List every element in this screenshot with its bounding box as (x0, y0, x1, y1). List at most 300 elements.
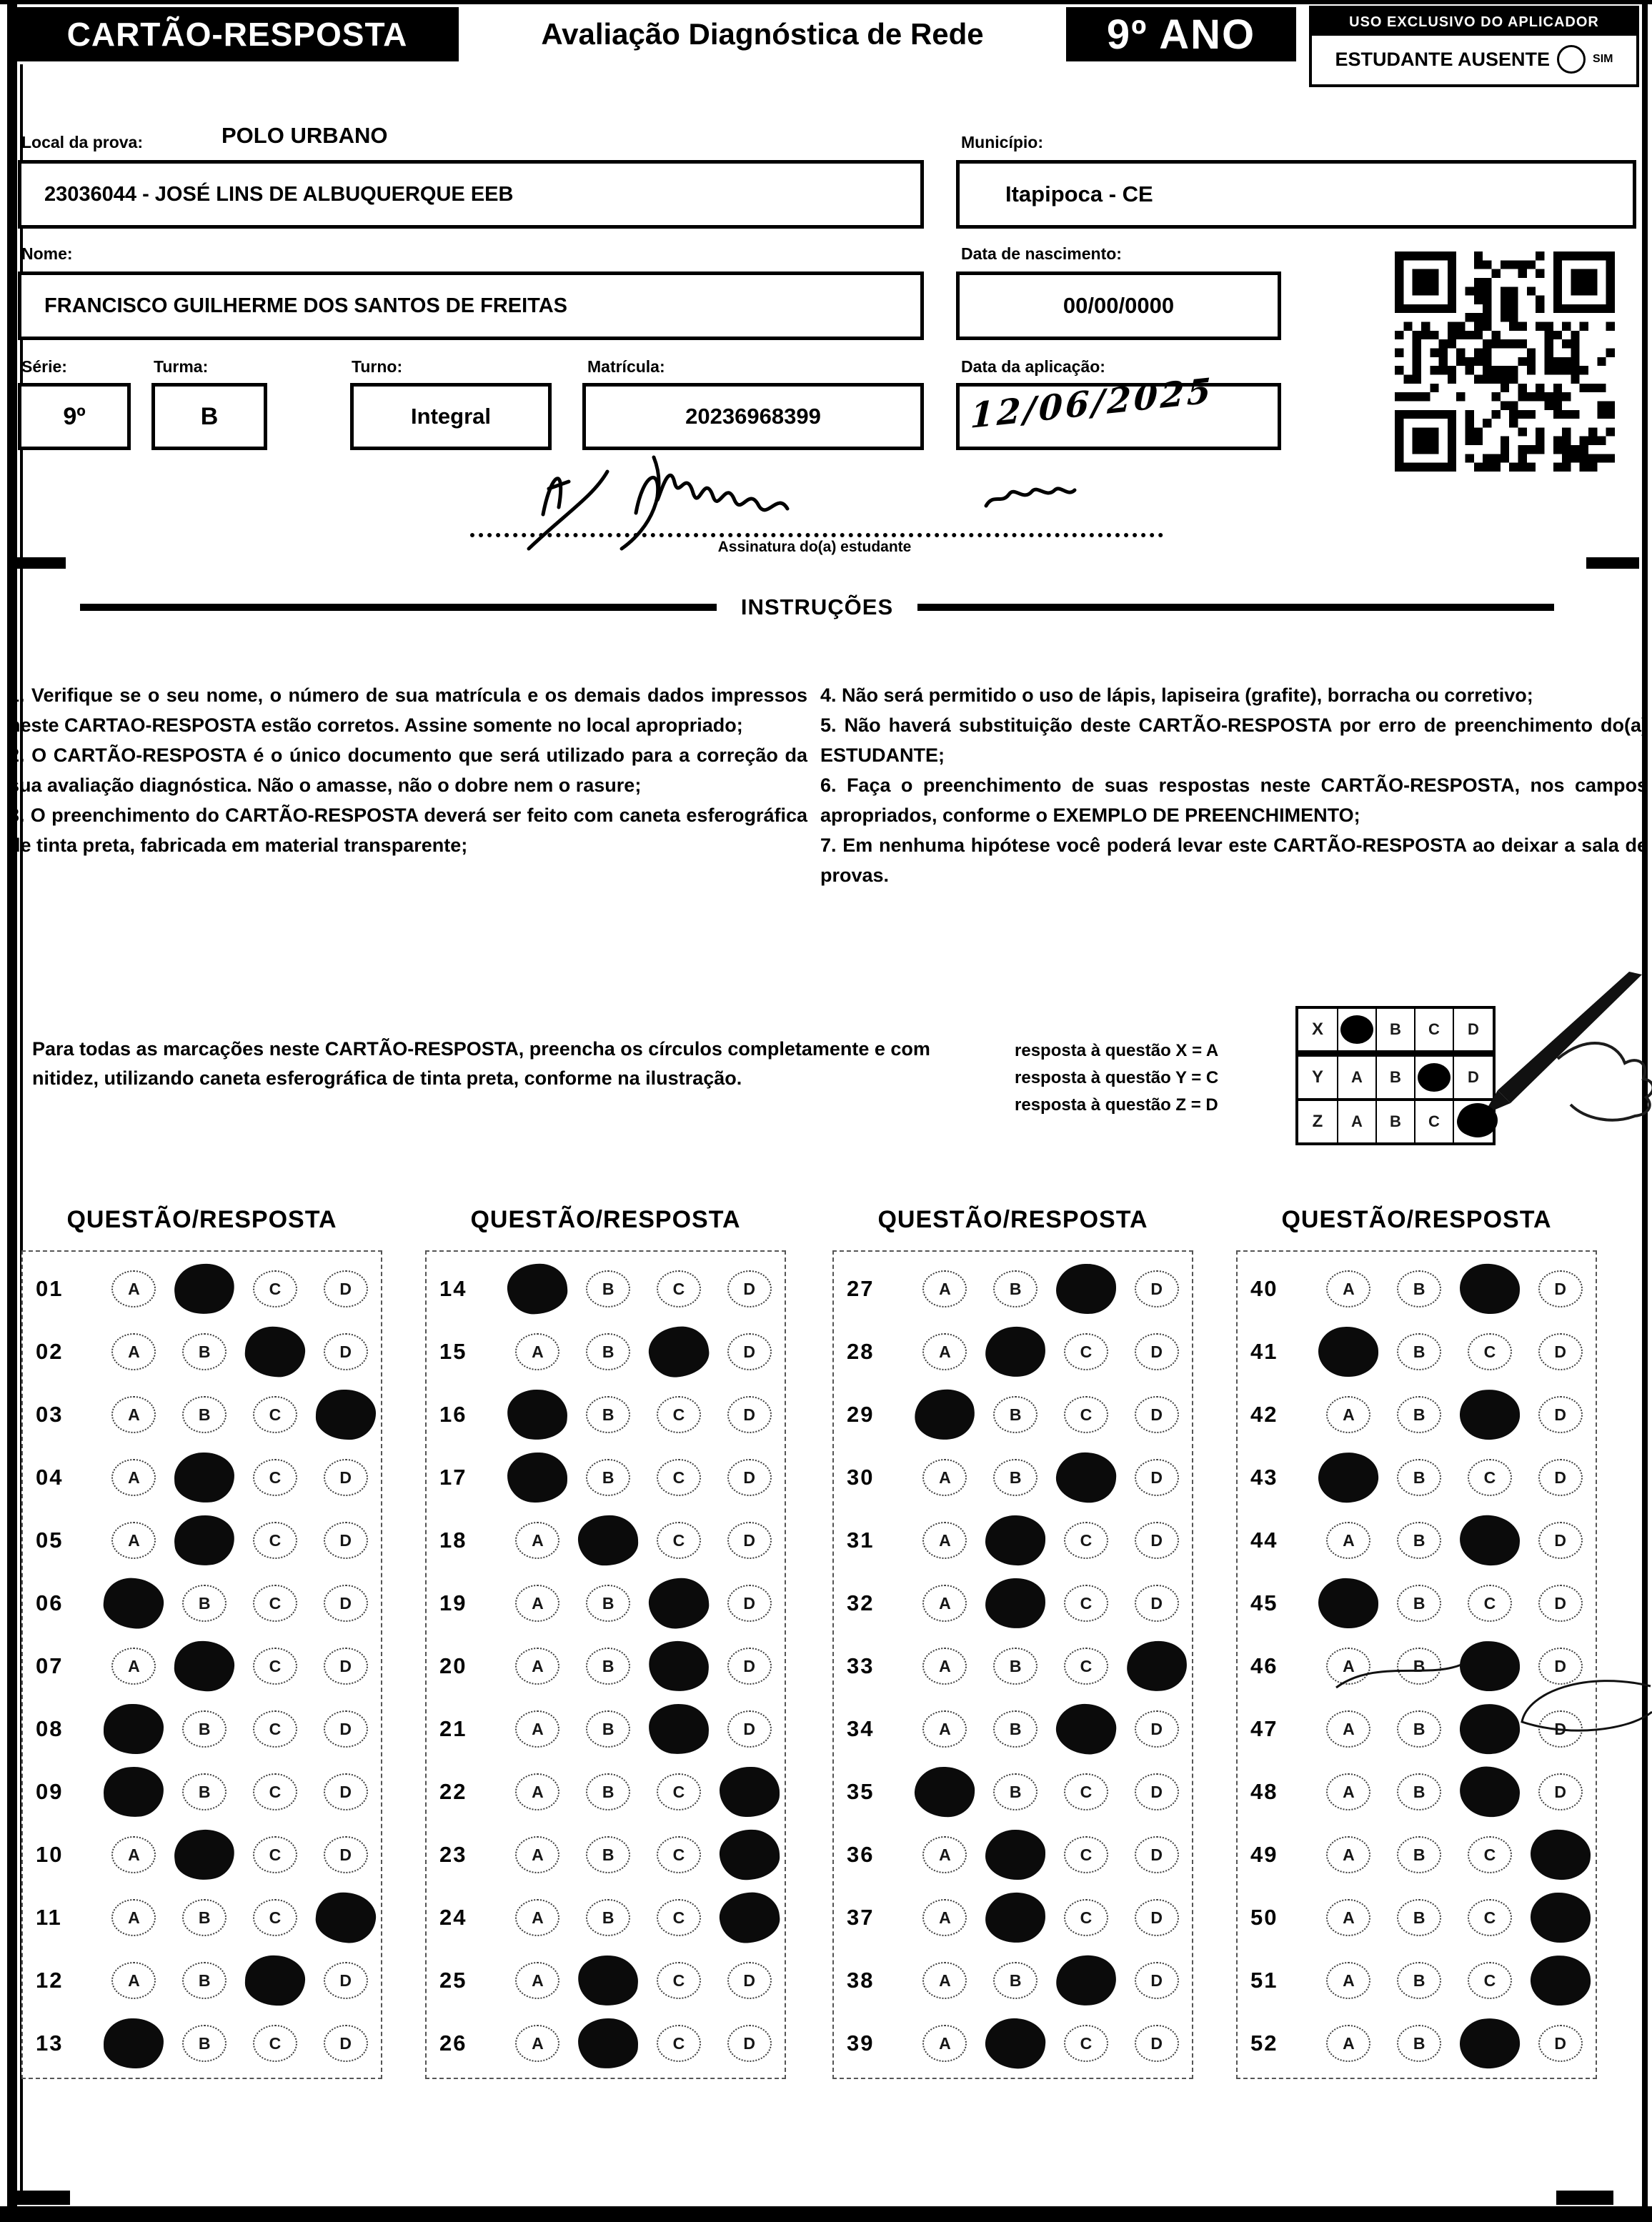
bubble-C-filled[interactable] (1055, 1263, 1116, 1314)
bubble-D[interactable]: D (324, 1585, 368, 1622)
bubble-B[interactable]: B (1397, 1773, 1441, 1810)
option-cell (644, 2025, 715, 2062)
bubble-A[interactable]: A (111, 1522, 156, 1559)
bubble-C[interactable]: C (1064, 1585, 1108, 1622)
answer-row (23, 1635, 381, 1698)
option-cell (980, 1270, 1051, 1307)
answer-row (427, 1886, 785, 1949)
bubble-C[interactable]: C (1064, 2025, 1108, 2062)
bubble-D[interactable]: D (1135, 1585, 1179, 1622)
page-border-bottom (0, 2206, 1652, 2222)
option-cell (1313, 1396, 1384, 1433)
bubble-D[interactable]: D (727, 1333, 772, 1370)
option-cell (310, 1710, 381, 1748)
bubble-C[interactable]: C (1064, 1648, 1108, 1685)
option-cell (644, 1836, 715, 1873)
bubble-D[interactable]: D (1135, 1899, 1179, 1936)
bubble-B[interactable]: B (993, 1648, 1038, 1685)
turno-label: Turno: (352, 357, 403, 376)
example-grid-cell: D (1454, 1057, 1493, 1101)
bubble-C[interactable]: C (1468, 1585, 1512, 1622)
option-cell (1051, 1396, 1122, 1433)
option-cell (1525, 1710, 1596, 1748)
bubble-B[interactable]: B (586, 1773, 630, 1810)
option-cell (1313, 1578, 1384, 1628)
option-cell (310, 1333, 381, 1370)
bubble-C-filled[interactable] (646, 1323, 712, 1380)
answer-row (23, 1886, 381, 1949)
bubble-A[interactable]: A (1326, 1522, 1370, 1559)
bubble-C-filled[interactable] (647, 1703, 710, 1755)
answer-row (1238, 1509, 1596, 1572)
bubble-B[interactable]: B (182, 1962, 227, 1999)
bubble-D[interactable]: D (324, 1522, 368, 1559)
bubble-A[interactable]: A (922, 1270, 967, 1307)
bubble-C-filled[interactable] (1458, 1513, 1522, 1568)
bubble-C-filled[interactable] (244, 1955, 306, 2007)
bubble-A[interactable]: A (1326, 1962, 1370, 1999)
option-cell (1455, 1585, 1526, 1622)
bubble-A[interactable]: A (1326, 1899, 1370, 1936)
bubble-D-filled[interactable] (1531, 1893, 1591, 1943)
bubble-B[interactable]: B (586, 1459, 630, 1496)
bubble-A[interactable]: A (111, 1836, 156, 1873)
option-cell (1384, 1962, 1455, 1999)
bubble-D[interactable]: D (1135, 1396, 1179, 1433)
bubble-A[interactable]: A (1326, 2025, 1370, 2062)
bubble-A-filled[interactable] (1318, 1326, 1379, 1377)
option-cell (910, 1522, 980, 1559)
bubble-B-filled[interactable] (985, 1515, 1046, 1565)
bubble-D[interactable]: D (1135, 1710, 1179, 1748)
question-number: 20 (439, 1653, 467, 1678)
bubble-B[interactable]: B (182, 1585, 227, 1622)
bubble-B-filled[interactable] (171, 1260, 237, 1317)
bubble-C[interactable]: C (1064, 1396, 1108, 1433)
bubble-C-filled[interactable] (1457, 1764, 1522, 1820)
bubble-C[interactable]: C (1064, 1899, 1108, 1936)
bubble-B[interactable]: B (1397, 1270, 1441, 1307)
bubble-D[interactable]: D (727, 1648, 772, 1685)
bubble-C[interactable]: C (1468, 1459, 1512, 1496)
bubble-A[interactable]: A (111, 1648, 156, 1685)
bubble-A-filled[interactable] (506, 1262, 569, 1316)
option-cell (99, 1459, 169, 1496)
answer-row (1238, 1635, 1596, 1698)
serie-field: 9º (18, 383, 131, 450)
bubble-A[interactable]: A (515, 1585, 559, 1622)
bubble-B-filled[interactable] (983, 2016, 1048, 2071)
answer-row (834, 2012, 1192, 2075)
bubble-B[interactable]: B (1397, 1836, 1441, 1873)
bubble-A-filled[interactable] (506, 1387, 569, 1442)
bubble-B[interactable]: B (586, 1270, 630, 1307)
bubble-C[interactable]: C (253, 1710, 297, 1748)
bubble-A[interactable]: A (515, 1710, 559, 1748)
bubble-B[interactable]: B (1397, 1522, 1441, 1559)
bubble-A[interactable]: A (515, 1773, 559, 1810)
question-number: 10 (36, 1842, 64, 1867)
bubble-C-filled[interactable] (647, 1575, 711, 1630)
bubble-C-filled[interactable] (244, 1325, 307, 1379)
bubble-C[interactable]: C (1468, 1899, 1512, 1936)
bubble-A[interactable]: A (922, 1522, 967, 1559)
bubble-B[interactable]: B (182, 1396, 227, 1433)
bubble-A[interactable]: A (922, 1710, 967, 1748)
bubble-C[interactable]: C (657, 1962, 701, 1999)
student-absent-bubble[interactable] (1557, 45, 1586, 74)
bubble-A-filled[interactable] (912, 1386, 977, 1443)
bubble-B[interactable]: B (993, 1773, 1038, 1810)
option-cell (1313, 1327, 1384, 1377)
bubble-A[interactable]: A (515, 2025, 559, 2062)
bubble-B[interactable]: B (586, 1899, 630, 1936)
bubble-D[interactable]: D (324, 1459, 368, 1496)
bubble-D[interactable]: D (324, 1270, 368, 1307)
bubble-B[interactable]: B (1397, 1962, 1441, 1999)
option-cell (1121, 1333, 1192, 1370)
option-cell (1384, 1648, 1455, 1685)
bubble-A[interactable]: A (111, 1333, 156, 1370)
bubble-A[interactable]: A (111, 1270, 156, 1307)
option-cell (980, 1515, 1051, 1565)
bubble-D[interactable]: D (324, 1648, 368, 1685)
option-cell (99, 1767, 169, 1817)
bubble-A[interactable]: A (515, 1899, 559, 1936)
option-cell (910, 1333, 980, 1370)
question-number: 09 (36, 1779, 64, 1804)
option-cell (644, 1270, 715, 1307)
bubble-A-filled[interactable] (104, 2018, 164, 2068)
bubble-B-filled[interactable] (985, 1830, 1045, 1880)
bubble-B-filled[interactable] (173, 1640, 236, 1693)
bubble-B[interactable]: B (586, 1710, 630, 1748)
bubble-C[interactable]: C (657, 1459, 701, 1496)
bubble-D[interactable]: D (1538, 1270, 1583, 1307)
bubble-B[interactable]: B (1397, 1459, 1441, 1496)
option-cell (1384, 1710, 1455, 1748)
bubble-C-filled[interactable] (1458, 1701, 1522, 1756)
bubble-C-filled[interactable] (1055, 1450, 1118, 1505)
option-cell (910, 1710, 980, 1748)
bubble-D[interactable]: D (1135, 2025, 1179, 2062)
bubble-B[interactable]: B (993, 1396, 1038, 1433)
bubble-C[interactable]: C (253, 1899, 297, 1936)
question-number: 07 (36, 1653, 64, 1678)
option-cell (1455, 1515, 1526, 1565)
signature-line[interactable] (470, 500, 1163, 537)
bubble-A-filled[interactable] (103, 1765, 166, 1818)
bubble-A[interactable]: A (1326, 1270, 1370, 1307)
bubble-D-filled[interactable] (1125, 1638, 1189, 1693)
bubble-A[interactable]: A (515, 1522, 559, 1559)
bubble-D[interactable]: D (1135, 1836, 1179, 1873)
bubble-A-filled[interactable] (1315, 1449, 1381, 1506)
bubble-A-filled[interactable] (104, 1704, 164, 1754)
bubble-A[interactable]: A (922, 1836, 967, 1873)
bubble-B[interactable]: B (586, 1396, 630, 1433)
bubble-B[interactable]: B (993, 1270, 1038, 1307)
bubble-D[interactable]: D (727, 2025, 772, 2062)
bubble-D[interactable]: D (1135, 1459, 1179, 1496)
bubble-B[interactable]: B (1397, 1585, 1441, 1622)
bubble-D[interactable]: D (1538, 1585, 1583, 1622)
pencil-illustration (1451, 972, 1652, 1147)
bubble-D[interactable]: D (1538, 2025, 1583, 2062)
option-cell (1121, 1641, 1192, 1691)
option-cell (1313, 1836, 1384, 1873)
bubble-C[interactable]: C (657, 1522, 701, 1559)
bubble-C[interactable]: C (1064, 1522, 1108, 1559)
question-number: 31 (847, 1528, 875, 1553)
option-cell (644, 1327, 715, 1377)
bubble-D[interactable]: D (727, 1459, 772, 1496)
option-cell (714, 1585, 785, 1622)
bubble-B-filled[interactable] (577, 1515, 639, 1567)
option-cell (502, 1648, 573, 1685)
question-number: 49 (1250, 1842, 1278, 1867)
bubble-B-filled[interactable] (172, 1827, 237, 1883)
bubble-C[interactable]: C (253, 1270, 297, 1307)
option-cell (644, 1459, 715, 1496)
bubble-C[interactable]: C (657, 2025, 701, 2062)
bubble-B[interactable]: B (586, 1648, 630, 1685)
bubble-B[interactable]: B (993, 1962, 1038, 1999)
bubble-A[interactable]: A (922, 2025, 967, 2062)
question-number: 38 (847, 1968, 875, 1993)
bubble-B[interactable]: B (586, 1333, 630, 1370)
bubble-C[interactable]: C (657, 1836, 701, 1873)
school-field: 23036044 - JOSÉ LINS DE ALBUQUERQUE EEB (18, 160, 924, 229)
bubble-D-filled[interactable] (1529, 1954, 1592, 2007)
bubble-C-filled[interactable] (1458, 1387, 1522, 1442)
bubble-C[interactable]: C (253, 1648, 297, 1685)
bubble-B-filled[interactable] (985, 1578, 1046, 1630)
example-legend (1015, 1037, 1286, 1119)
bubble-C[interactable]: C (657, 1899, 701, 1936)
question-number: 30 (847, 1465, 875, 1490)
bubble-D[interactable]: D (727, 1585, 772, 1622)
bubble-A[interactable]: A (922, 1899, 967, 1936)
bubble-C[interactable]: C (253, 1836, 297, 1873)
question-number: 05 (36, 1528, 64, 1553)
bubble-D-filled[interactable] (718, 1828, 781, 1881)
bubble-B-filled[interactable] (577, 2018, 639, 2070)
bubble-B[interactable]: B (1397, 1899, 1441, 1936)
answer-row (23, 1509, 381, 1572)
question-number: 08 (36, 1716, 64, 1741)
bubble-D[interactable]: D (1135, 1962, 1179, 1999)
bubble-A[interactable]: A (1326, 1836, 1370, 1873)
answer-row (1238, 1698, 1596, 1760)
bubble-B[interactable]: B (586, 1836, 630, 1873)
bubble-A[interactable]: A (1326, 1648, 1370, 1685)
student-absent-option: SIM (1593, 53, 1613, 65)
option-cell (502, 1333, 573, 1370)
bubble-D-filled[interactable] (1529, 1828, 1592, 1881)
bubble-C[interactable]: C (253, 1773, 297, 1810)
bubble-B[interactable]: B (1397, 1710, 1441, 1748)
bubble-D[interactable]: D (324, 1333, 368, 1370)
bubble-D[interactable]: D (1538, 1710, 1583, 1748)
bubble-D[interactable]: D (1538, 1773, 1583, 1810)
bubble-C[interactable]: C (253, 1396, 297, 1433)
bubble-D[interactable]: D (1135, 1270, 1179, 1307)
bubble-D[interactable]: D (1538, 1333, 1583, 1370)
option-cell (644, 1578, 715, 1628)
question-number: 51 (1250, 1968, 1278, 1993)
question-number: 23 (439, 1842, 467, 1867)
bubble-D[interactable]: D (727, 1710, 772, 1748)
bubble-A[interactable]: A (111, 1899, 156, 1936)
option-cell (1384, 1396, 1455, 1433)
bubble-C[interactable]: C (253, 1585, 297, 1622)
bubble-A[interactable]: A (922, 1459, 967, 1496)
bubble-C[interactable]: C (253, 1459, 297, 1496)
option-cell (502, 2025, 573, 2062)
bubble-D[interactable]: D (727, 1962, 772, 1999)
bubble-C[interactable]: C (253, 1522, 297, 1559)
answer-column-header-2: QUESTÃO/RESPOSTA (470, 1206, 741, 1233)
bubble-B-filled[interactable] (984, 1891, 1047, 1944)
option-cell (1121, 1773, 1192, 1810)
bubble-D[interactable]: D (1538, 1522, 1583, 1559)
bubble-C[interactable]: C (657, 1270, 701, 1307)
bubble-A[interactable]: A (922, 1333, 967, 1370)
question-number: 46 (1250, 1653, 1278, 1678)
bubble-D[interactable]: D (324, 1773, 368, 1810)
registration-mark-top-right (1586, 557, 1639, 569)
bubble-D[interactable]: D (1135, 1333, 1179, 1370)
question-number: 01 (36, 1276, 64, 1301)
bubble-B[interactable]: B (586, 1585, 630, 1622)
bubble-D-filled[interactable] (315, 1389, 376, 1440)
example-grid-row-label: X (1298, 1009, 1338, 1057)
bubble-D[interactable]: D (1538, 1396, 1583, 1433)
municipio-label: Município: (961, 133, 1043, 151)
bubble-C[interactable]: C (1064, 1836, 1108, 1873)
question-number: 36 (847, 1842, 875, 1867)
bubble-C-filled[interactable] (1459, 1263, 1521, 1315)
bubble-D[interactable]: D (727, 1270, 772, 1307)
answer-row (23, 1572, 381, 1635)
answer-column-header-1: QUESTÃO/RESPOSTA (66, 1206, 337, 1233)
bubble-D-filled[interactable] (720, 1767, 780, 1817)
bubble-B[interactable]: B (182, 1333, 227, 1370)
answer-row (1238, 1760, 1596, 1823)
example-grid-cell (1415, 1057, 1454, 1101)
bubble-C[interactable]: C (1468, 1333, 1512, 1370)
bubble-A[interactable]: A (515, 1836, 559, 1873)
bubble-A[interactable]: A (1326, 1710, 1370, 1748)
answer-row (427, 2012, 785, 2075)
bubble-D-filled[interactable] (314, 1890, 378, 1945)
bubble-B[interactable]: B (1397, 2025, 1441, 2062)
bubble-B[interactable]: B (182, 1773, 227, 1810)
bubble-A[interactable]: A (111, 1962, 156, 1999)
bubble-C[interactable]: C (657, 1773, 701, 1810)
bubble-B[interactable]: B (182, 2025, 227, 2062)
question-number: 26 (439, 2031, 467, 2056)
bubble-A-filled[interactable] (1318, 1578, 1379, 1628)
bubble-C-filled[interactable] (1053, 1701, 1118, 1757)
bubble-A[interactable]: A (1326, 1773, 1370, 1810)
bubble-B-filled[interactable] (174, 1452, 235, 1504)
bubble-D-filled[interactable] (717, 1890, 782, 1946)
bubble-B[interactable]: B (182, 1710, 227, 1748)
bubble-B-filled[interactable] (576, 1953, 640, 2008)
question-number: 02 (36, 1339, 64, 1364)
answer-row (1238, 1572, 1596, 1635)
bubble-A-filled[interactable] (101, 1575, 166, 1631)
option-cell (910, 1962, 980, 1999)
bubble-A[interactable]: A (111, 1459, 156, 1496)
bubble-C[interactable]: C (1468, 1962, 1512, 1999)
bubble-B[interactable]: B (1397, 1396, 1441, 1433)
option-cell (1121, 1396, 1192, 1433)
bubble-B-filled[interactable] (172, 1513, 237, 1568)
bubble-A[interactable]: A (515, 1333, 559, 1370)
option-cell (502, 1264, 573, 1314)
option-cell (573, 1836, 644, 1873)
answer-box-3 (832, 1250, 1193, 2079)
bubble-B[interactable]: B (182, 1899, 227, 1936)
bubble-B-filled[interactable] (984, 1325, 1048, 1379)
bubble-C-filled[interactable] (1053, 1953, 1118, 2008)
bubble-C[interactable]: C (1064, 1333, 1108, 1370)
option-cell (99, 2018, 169, 2068)
bubble-A[interactable]: A (515, 1648, 559, 1685)
bubble-B[interactable]: B (993, 1459, 1038, 1496)
bubble-C-filled[interactable] (646, 1638, 711, 1694)
option-cell (502, 1522, 573, 1559)
bubble-A[interactable]: A (922, 1962, 967, 1999)
bubble-A[interactable]: A (1326, 1396, 1370, 1433)
bubble-D[interactable]: D (1135, 1773, 1179, 1810)
bubble-D[interactable]: D (324, 2025, 368, 2062)
bubble-D[interactable]: D (324, 1710, 368, 1748)
bubble-C-filled[interactable] (1457, 2016, 1522, 2071)
option-cell (1455, 1459, 1526, 1496)
bubble-B[interactable]: B (1397, 1648, 1441, 1685)
bubble-C[interactable]: C (657, 1396, 701, 1433)
bubble-D[interactable]: D (1538, 1459, 1583, 1496)
bubble-D[interactable]: D (727, 1396, 772, 1433)
bubble-D[interactable]: D (324, 1836, 368, 1873)
bubble-A-filled[interactable] (507, 1452, 568, 1503)
bubble-C-filled[interactable] (1459, 1640, 1521, 1693)
bubble-D[interactable]: D (1538, 1648, 1583, 1685)
question-number: 15 (439, 1339, 467, 1364)
bubble-A[interactable]: A (515, 1962, 559, 1999)
bubble-B[interactable]: B (1397, 1333, 1441, 1370)
bubble-D[interactable]: D (1135, 1522, 1179, 1559)
bubble-B[interactable]: B (993, 1710, 1038, 1748)
bubble-C[interactable]: C (1468, 1836, 1512, 1873)
bubble-A[interactable]: A (922, 1648, 967, 1685)
bubble-A-filled[interactable] (914, 1765, 977, 1818)
bubble-C[interactable]: C (1064, 1773, 1108, 1810)
question-number: 52 (1250, 2031, 1278, 2056)
bubble-D[interactable]: D (324, 1962, 368, 1999)
question-number: 39 (847, 2031, 875, 2056)
option-cell (99, 1522, 169, 1559)
bubble-C[interactable]: C (253, 2025, 297, 2062)
legend-line: resposta à questão Y = C (1015, 1068, 1219, 1087)
bubble-A[interactable]: A (111, 1396, 156, 1433)
bubble-D[interactable]: D (727, 1522, 772, 1559)
bubble-A[interactable]: A (922, 1585, 967, 1622)
